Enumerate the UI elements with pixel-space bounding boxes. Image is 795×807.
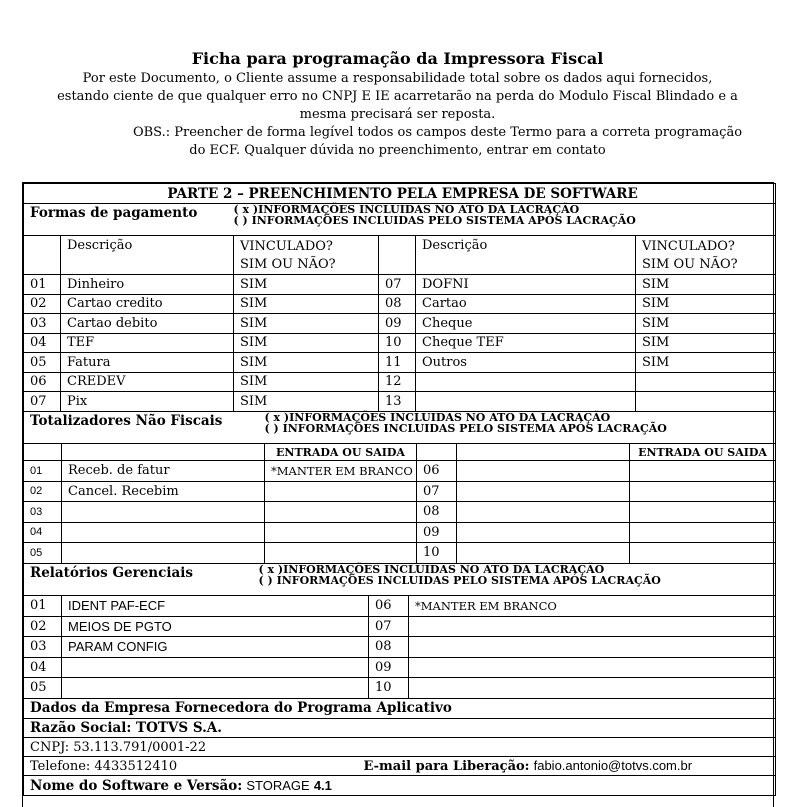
obs-line-2: do ECF. Qualquer dúvida no preenchimento, entrar em contato [189,143,606,158]
totalizer-io[interactable] [265,481,417,502]
company-heading: Dados da Empresa Fornecedora do Programa Aplicativo [24,699,776,719]
totalizer-row [24,543,776,564]
totalizers-col-io-right: ENTRADA OU SAIDA [630,444,776,461]
payment-num[interactable]: 04 [24,333,61,353]
totalizer-num-right[interactable]: 06 [417,461,457,482]
totalizer-desc[interactable] [62,502,265,523]
col-linked-right-1: VINCULADO? [642,239,735,254]
totalizer-io-right[interactable] [630,522,776,543]
totalizer-io[interactable]: *MANTER EM BRANCO [265,461,417,482]
totalizer-io-right[interactable] [630,543,776,564]
totalizer-desc-right[interactable] [457,543,630,564]
company-cnpj: CNPJ: 53.113.791/0001-22 [24,738,776,757]
payment-row [24,314,776,334]
form-part-2 [22,182,774,807]
totalizer-io[interactable] [265,502,417,523]
payment-num[interactable]: 02 [24,294,61,314]
totalizer-desc[interactable]: Receb. de fatur [62,461,265,482]
report-desc[interactable]: MEIOS DE PGTO [62,616,369,637]
totalizer-desc-right[interactable] [457,502,630,523]
part2-title: PARTE 2 – PREENCHIMENTO PELA EMPRESA DE SOFTWARE [24,184,776,204]
report-num[interactable]: 01 [24,596,62,617]
totalizer-desc[interactable] [62,522,265,543]
totalizers-label: Totalizadores Não Fiscais [24,412,265,444]
payments-label: Formas de pagamento [24,204,234,236]
payment-num-right[interactable]: 11 [379,353,416,373]
payment-num[interactable]: 05 [24,353,61,373]
payment-num-right[interactable]: 10 [379,333,416,353]
payment-num[interactable]: 03 [24,314,61,334]
payment-linked-right[interactable]: SIM [636,294,776,314]
payment-row [24,372,776,392]
totalizer-num-right[interactable]: 10 [417,543,457,564]
report-num-right[interactable]: 10 [369,678,409,699]
obs-line-1: OBS.: Preencher de forma legível todos os campos deste Termo para a correta programação [132,125,743,140]
intro-line-2: estando ciente de que qualquer erro no CNPJ E IE acarretarão na perda do Modulo Fiscal Blindado e a [57,89,738,104]
totalizer-num[interactable]: 03 [24,502,62,523]
totalizer-num-right[interactable]: 08 [417,502,457,523]
totalizer-row [24,481,776,502]
payment-linked[interactable]: SIM [234,294,379,314]
company-table [23,699,776,797]
report-desc[interactable] [62,657,369,678]
report-num[interactable]: 04 [24,657,62,678]
report-desc-right[interactable] [409,616,776,637]
totalizer-num[interactable]: 05 [24,543,62,564]
report-desc-right[interactable] [409,657,776,678]
payment-desc-right[interactable]: DOFNI [416,275,636,295]
totalizer-io-right[interactable] [630,481,776,502]
totalizer-num-right[interactable]: 07 [417,481,457,502]
report-num[interactable]: 03 [24,637,62,658]
payment-linked[interactable]: SIM [234,353,379,373]
report-desc-right[interactable] [409,678,776,699]
payment-num-right[interactable]: 07 [379,275,416,295]
totalizer-io-right[interactable] [630,502,776,523]
payment-linked-right[interactable]: SIM [636,314,776,334]
report-num-right[interactable]: 06 [369,596,409,617]
totalizer-io[interactable] [265,522,417,543]
report-num-right[interactable]: 08 [369,637,409,658]
report-desc[interactable]: IDENT PAF-ECF [62,596,369,617]
payment-linked[interactable]: SIM [234,372,379,392]
totalizer-row [24,461,776,482]
document-title: Ficha para programação da Impressora Fiscal [191,49,604,68]
report-row [24,637,776,658]
payment-linked-right[interactable] [636,372,776,392]
payment-num[interactable]: 06 [24,372,61,392]
payment-desc-right[interactable]: Outros [416,353,636,373]
payment-desc[interactable]: Pix [61,392,234,412]
payment-num[interactable]: 01 [24,275,61,295]
totalizer-num[interactable]: 04 [24,522,62,543]
payment-num-right[interactable]: 13 [379,392,416,412]
totalizers-check-after-sealing[interactable]: ( ) INFORMAÇÕES INCLUIDAS PELO SISTEMA APÓS LACRAÇÃO [264,421,667,435]
payment-desc-right[interactable] [416,392,636,412]
report-num-right[interactable]: 07 [369,616,409,637]
payment-desc-right[interactable]: Cheque [416,314,636,334]
intro-line-1: Por este Documento, o Cliente assume a responsabilidade total sobre os dados aqui fornecidos, [82,71,713,86]
totalizer-row [24,522,776,543]
report-row [24,657,776,678]
reports-label: Relatórios Gerenciais [24,564,369,596]
payment-linked[interactable]: SIM [234,314,379,334]
report-num[interactable]: 02 [24,616,62,637]
payment-row [24,275,776,295]
totalizer-num[interactable]: 01 [24,461,62,482]
totalizers-check-at-sealing[interactable]: ( x )INFORMAÇÕES INCLUIDAS NO ATO DA LACRAÇÃO [264,410,611,424]
totalizer-desc-right[interactable] [457,481,630,502]
report-desc[interactable] [62,678,369,699]
totalizer-io-right[interactable] [630,461,776,482]
payments-check-at-sealing[interactable]: ( x )INFORMAÇÕES INCLUIDAS NO ATO DA LACRAÇÃO [233,203,580,216]
report-num-right[interactable]: 09 [369,657,409,678]
software-version: 4.1 [313,777,332,793]
report-desc-right[interactable] [409,637,776,658]
totalizer-desc[interactable]: Cancel. Recebim [62,481,265,502]
payment-desc-right[interactable]: Cheque TEF [416,333,636,353]
payment-linked-right[interactable]: SIM [636,333,776,353]
payment-desc[interactable]: Cartao credito [61,294,234,314]
totalizer-num-right[interactable]: 09 [417,522,457,543]
col-linked-right-2: SIM OU NÃO? [642,257,738,272]
reports-table [23,564,776,699]
payment-linked-right[interactable] [636,392,776,412]
company-phone: Telefone: 4433512410 [24,757,354,776]
totalizers-table [23,412,776,564]
payment-row [24,392,776,412]
report-desc[interactable]: PARAM CONFIG [62,637,369,658]
payment-desc-right[interactable] [416,372,636,392]
intro-line-3: mesma precisará ser reposta. [299,107,496,122]
report-row [24,596,776,617]
report-row [24,616,776,637]
email-label: E-mail para Liberação: [363,759,530,774]
payment-desc-right[interactable]: Cartao [416,294,636,314]
payment-linked-right[interactable]: SIM [636,353,776,373]
payment-num-right[interactable]: 12 [379,372,416,392]
report-desc-right[interactable]: *MANTER EM BRANCO [409,596,776,617]
reports-check-at-sealing[interactable]: ( x )INFORMAÇÕES INCLUIDAS NO ATO DA LACRAÇÃO [258,562,605,576]
report-num[interactable]: 05 [24,678,62,699]
payment-row [24,333,776,353]
totalizers-col-io: ENTRADA OU SAIDA [265,444,417,461]
payments-check-after-sealing[interactable]: ( ) INFORMAÇÕES INCLUIDAS PELO SISTEMA APÓS LACRAÇÃO [233,214,636,227]
payment-linked[interactable]: SIM [234,275,379,295]
report-row [24,678,776,699]
payment-row [24,353,776,373]
reports-check-after-sealing[interactable]: ( ) INFORMAÇÕES INCLUIDAS PELO SISTEMA APÓS LACRAÇÃO [258,573,661,587]
company-name: Razão Social: TOTVS S.A. [24,719,776,738]
payment-desc[interactable]: Dinheiro [61,275,234,295]
totalizer-desc-right[interactable] [457,461,630,482]
email-value: fabio.antonio@totvs.com.br [533,758,693,773]
totalizer-num[interactable]: 02 [24,481,62,502]
payment-linked[interactable]: SIM [234,333,379,353]
software-name: STORAGE [246,777,310,793]
payment-linked-right[interactable]: SIM [636,275,776,295]
payments-table [23,183,776,412]
totalizer-io[interactable] [265,543,417,564]
col-description-right: Descrição [416,236,636,275]
payment-linked[interactable]: SIM [234,392,379,412]
payment-desc[interactable]: TEF [61,333,234,353]
payment-row [24,294,776,314]
document-header [0,48,795,160]
payment-num-right[interactable]: 08 [379,294,416,314]
totalizer-desc[interactable] [62,543,265,564]
payment-num[interactable]: 07 [24,392,61,412]
payment-num-right[interactable]: 09 [379,314,416,334]
payment-desc[interactable]: Fatura [61,353,234,373]
payment-desc[interactable]: Cartao debito [61,314,234,334]
col-description: Descrição [61,236,234,275]
totalizer-desc-right[interactable] [457,522,630,543]
payment-desc[interactable]: CREDEV [61,372,234,392]
col-linked-1: VINCULADO? [240,239,333,254]
col-linked-2: SIM OU NÃO? [240,257,336,272]
totalizer-row [24,502,776,523]
software-label: Nome do Software e Versão: [30,777,243,794]
